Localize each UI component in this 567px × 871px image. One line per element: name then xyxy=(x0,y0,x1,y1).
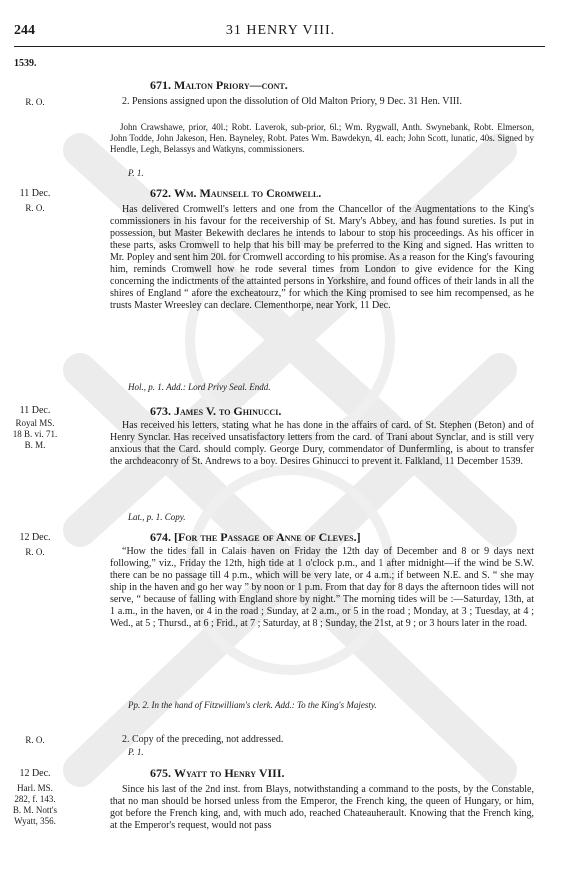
source-note: Harl. MS. 282, f. 143. B. M. Nott's Wyatt, 356. xyxy=(12,783,58,826)
entry-title: James V. to Ghinucci. xyxy=(174,404,282,418)
header-rule xyxy=(14,46,545,47)
entry-number: 674. xyxy=(150,530,171,544)
entry-date: 11 Dec. xyxy=(19,188,51,199)
entry-number: 672. xyxy=(150,186,171,200)
source-note: Royal MS. 18 B. vi. 71. B. M. xyxy=(12,418,58,450)
entry-note: Lat., p. 1. Copy. xyxy=(128,512,186,522)
entry-heading xyxy=(150,78,288,93)
year-label: 1539. xyxy=(14,58,37,69)
running-title: 31 HENRY VIII. xyxy=(225,23,336,38)
entry-paragraph: Has delivered Cromwell's letters and one from the Chancellor of the Augmentations to the King's commissioners in his favour for the receivership of St. Mary's Abbey, and has found sureties. Is put in possession, but Master Bekewith declares he intends to labour to stop his proceedings. As his officer in these parts, asks Cromwell to help that his bill may be preferred to the King and signed. Has written to Mr. Popley and sent him 20l. for Cromwell according to his promise. As a reason for the King's favouring him, reminds Cromwell how he rode several times from London to give evidence for the King concerning the indictments of the attainted persons in Yorkshire, and found offices of their lands in all the shires of England “ afore the excheatourz,” for which the King promised to see him recompensed, as he trusts Master Wreesley can declare. Clementhorpe, near York, 11 Dec. xyxy=(110,204,534,311)
entry-date: 12 Dec. xyxy=(19,768,51,779)
entry-paragraph: Has received his letters, stating what he has done in the affairs of card. of St. Stephen (Beton) and of Henry Synclar. Has received unsatisfactory letters from the card. of Trani about Synclar, and is still very anxious that the Card. should comply. George Dury, commendator of Dunfermling, is about to transfer the archdeaconry of St. Andrews to a boy. Desires Ghinucci to prevent it. Falkland, 11 December 1539. xyxy=(110,420,534,467)
entry-number: 675. xyxy=(150,766,171,780)
entry-note: P. 1. xyxy=(128,747,144,757)
entry-title: Malton Priory—cont. xyxy=(174,78,288,92)
entry-heading xyxy=(150,766,285,781)
entry-note: Hol., p. 1. Add.: Lord Privy Seal. Endd. xyxy=(128,382,271,392)
entry-note: P. 1. xyxy=(128,168,144,178)
entry-detail: John Crawshawe, prior, 40l.; Robt. Laverok, sub-prior, 6l.; Wm. Rygwall, Anth. Swynebank, Robt. Elmerson, John Todde, John Jakeson, Hen. Bayneley, Robt. Pates Wm. Bawdekyn, 4l. each; John Scott, lunatic, 40s. Signed by Hendle, Legh, Belassys and Watkyns, commissioners. xyxy=(110,122,534,154)
page-header xyxy=(14,23,547,43)
entry-title: [For the Passage of Anne of Cleves.] xyxy=(174,530,361,544)
page-number: 244 xyxy=(14,23,35,38)
source-note: R. O. xyxy=(25,203,45,213)
entry-heading xyxy=(150,530,361,545)
source-note: R. O. xyxy=(25,735,45,745)
entry-paragraph: Since his last of the 2nd inst. from Blays, notwithstanding a command to the posts, by the Constable, that no man should be horsed unless from the Emperor, the French king, the queen of Hungary, or him, got before the French king, and, with much ado, reached Chateauherault. Knowing that the French king, at the Emperor's request, would not pass xyxy=(110,784,534,831)
entry-paragraph: “How the tides fall in Calais haven on Friday the 12th day of December and 8 or 9 days next following,” viz., Friday the 12th, high tide at 1 o'clock p.m., and 1 after midnight—if the wind be S.W. there can be no passage till 4 p.m., which will be very late, or 4 a.m.; if between N.E. and S. “ she may ship in the haven and go her way ” by noon or 1 p.m. From that day for 8 days the afternoon tides will not serve, “ because of falling with England shore by night.” The morning tides will be :—Saturday, 13th, at 1 a.m., in the haven, or 4 in the road ; Sunday, at 2 a.m., or 5 in the road ; Monday, at 3 ; Tuesday, at 4 ; Wed., at 5 ; Thursd., at 6 ; Frid., at 7 ; Saturday, at 8 ; Sunday, the 21st, at 9 ; or 3 hours later in the road. xyxy=(110,546,534,629)
entry-date: 11 Dec. xyxy=(19,405,51,416)
entry-number: 673. xyxy=(150,404,171,418)
entry-title: Wm. Maunsell to Cromwell. xyxy=(174,186,322,200)
entry-number: 671. xyxy=(150,78,171,92)
source-note: R. O. xyxy=(25,547,45,557)
entry-paragraph: 2. Copy of the preceding, not addressed. xyxy=(122,734,284,745)
entry-title: Wyatt to Henry VIII. xyxy=(174,766,285,780)
entry-note: Pp. 2. In the hand of Fitzwilliam's clerk. Add.: To the King's Majesty. xyxy=(128,700,377,710)
source-note: R. O. xyxy=(25,97,45,107)
entry-heading xyxy=(150,404,281,419)
entry-heading xyxy=(150,186,321,201)
entry-paragraph: 2. Pensions assigned upon the dissolution of Old Malton Priory, 9 Dec. 31 Hen. VIII. xyxy=(122,96,462,107)
entry-date: 12 Dec. xyxy=(19,532,51,543)
